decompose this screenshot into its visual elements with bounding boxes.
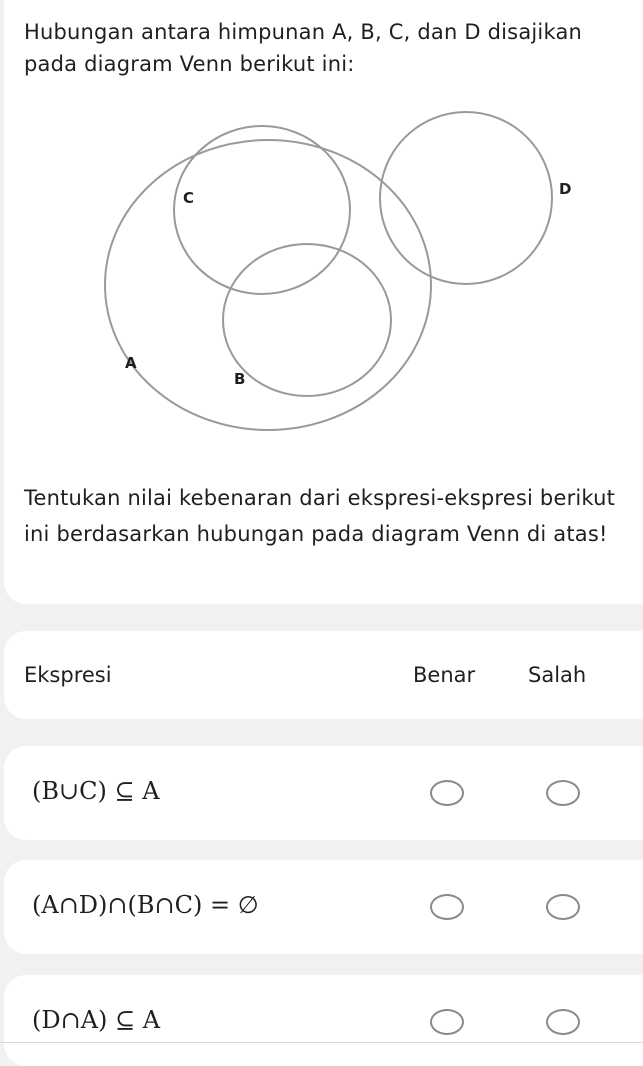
- bottom-divider: [0, 1042, 643, 1043]
- row-1-false-radio[interactable]: [546, 780, 580, 806]
- venn-diagram: [104, 98, 589, 438]
- question-card: [4, 0, 643, 604]
- answer-row-3: [4, 975, 643, 1066]
- expression-2: (A∩D)∩(B∩C) = ∅: [32, 891, 259, 919]
- label-b: B: [234, 370, 246, 388]
- false-column-header: Salah: [528, 663, 587, 687]
- answer-table-header: [4, 631, 643, 719]
- row-2-true-radio[interactable]: [430, 894, 464, 920]
- row-2-false-radio[interactable]: [546, 894, 580, 920]
- set-d-circle: [380, 112, 552, 284]
- row-3-true-radio[interactable]: [430, 1009, 464, 1035]
- answer-row-2: [4, 860, 643, 954]
- question-instruction: Tentukan nilai kebenaran dari ekspresi-ekspresi berikut ini berdasarkan hubungan pada diagram Venn di atas!: [24, 486, 616, 546]
- set-c-circle: [174, 126, 350, 294]
- expression-3: (D∩A) ⊆ A: [32, 1006, 161, 1034]
- set-b-circle: [223, 244, 391, 396]
- label-d: D: [559, 180, 572, 198]
- row-3-false-radio[interactable]: [546, 1009, 580, 1035]
- label-a: A: [125, 354, 137, 372]
- answer-row-1: [4, 746, 643, 840]
- label-c: C: [183, 189, 195, 207]
- expression-column-header: Ekspresi: [24, 663, 112, 687]
- true-column-header: Benar: [413, 663, 476, 687]
- question-intro: Hubungan antara himpunan A, B, C, dan D disajikan pada diagram Venn berikut ini:: [24, 20, 583, 76]
- expression-1: (B∪C) ⊆ A: [32, 777, 160, 805]
- row-1-true-radio[interactable]: [430, 780, 464, 806]
